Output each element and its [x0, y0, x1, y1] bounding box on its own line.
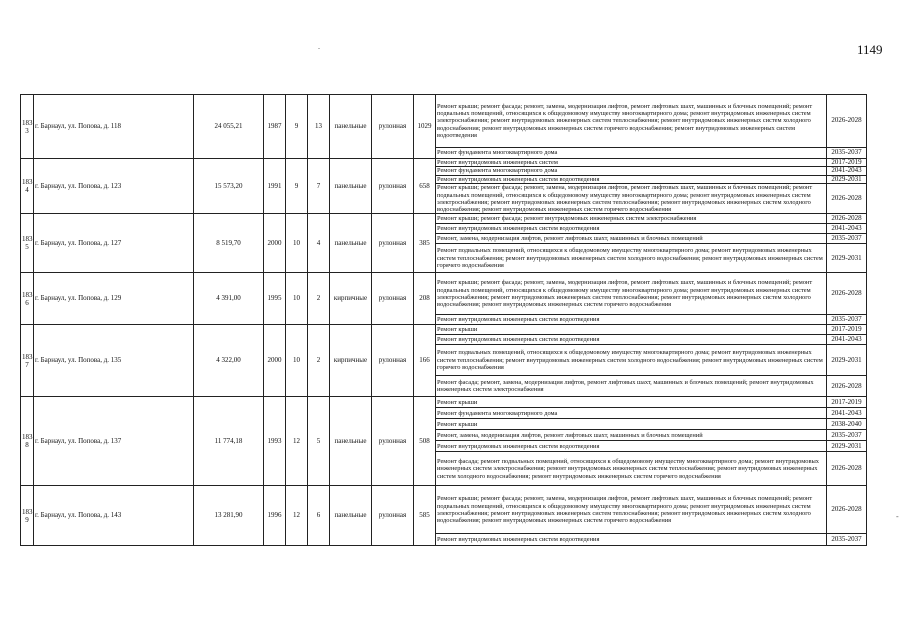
address-cell: г. Барнаул, ул. Попова, д. 123 [34, 159, 194, 214]
work-description-cell: Ремонт фасада; ремонт, замена, модернизация лифтов, ремонт лифтовых шахт, машинных и блочных помещений; ремонт внутридомовых инженерных систем электроснабжения [436, 376, 827, 397]
work-description-cell: Ремонт, замена, модернизация лифтов, ремонт лифтовых шахт, машинных и блочных помещений [436, 234, 827, 244]
year-cell: 2000 [264, 325, 286, 397]
address-cell: г. Барнаул, ул. Попова, д. 137 [34, 397, 194, 486]
roof-cell: рулонная [372, 159, 414, 214]
residents-cell: 585 [414, 486, 436, 546]
floors-cell: 9 [286, 159, 308, 214]
repair-schedule-table [20, 94, 867, 546]
work-description-cell: Ремонт внутридомовых инженерных систем водоотведения [436, 224, 827, 234]
page-number: 1149 [857, 42, 883, 57]
roof-cell: рулонная [372, 397, 414, 486]
table-row [21, 214, 867, 224]
period-cell: 2026-2028 [827, 452, 867, 486]
area-cell: 4 322,00 [194, 325, 264, 397]
floors-cell: 10 [286, 273, 308, 325]
period-cell: 2035-2037 [827, 430, 867, 441]
period-cell: 2029-2031 [827, 441, 867, 452]
walls-cell: панельные [330, 214, 372, 273]
work-description-cell: Ремонт крыши; ремонт фасада; ремонт, замена, модернизация лифтов, ремонт лифтовых шахт, машинных и блочных помещений; ремонт подвальных помещений, относящихся к общедомовому имуществу многоквартирного дома; ремонт внутридомовых инженерных систем электроснабжения; ремонт внутридомовых инженерных систем теплоснабжения; ремонт внутридомовых инженерных систем холодного водоснабжения; ремонт внутридомовых инженерных систем горячего водоснабжения [436, 486, 827, 534]
period-cell: 2026-2028 [827, 214, 867, 224]
residents-cell: 508 [414, 397, 436, 486]
area-cell: 24 055,21 [194, 95, 264, 159]
work-description-cell: Ремонт крыши; ремонт фасада; ремонт внутридомовых инженерных систем электроснабжения [436, 214, 827, 224]
work-description-cell: Ремонт фундамента многоквартирного дома [436, 408, 827, 419]
address-cell: г. Барнаул, ул. Попова, д. 127 [34, 214, 194, 273]
scan-mark: - [896, 512, 899, 521]
entrances-cell: 2 [308, 273, 330, 325]
work-description-cell: Ремонт внутридомовых инженерных систем водоотведения [436, 534, 827, 546]
work-description-cell: Ремонт фундамента многоквартирного дома [436, 148, 827, 159]
table-body [21, 95, 867, 546]
walls-cell: кирпичные [330, 273, 372, 325]
area-cell: 15 573,20 [194, 159, 264, 214]
address-cell: г. Барнаул, ул. Попова, д. 118 [34, 95, 194, 159]
entrances-cell: 4 [308, 214, 330, 273]
area-cell: 11 774,18 [194, 397, 264, 486]
work-description-cell: Ремонт подвальных помещений, относящихся к общедомовому имуществу многоквартирного дома; ремонт внутридомовых инженерных систем теплоснабжения; ремонт внутридомовых инженерных систем холодного водоснабжения; ремонт внутридомовых инженерных систем горячего водоснабжения [436, 244, 827, 273]
entrances-cell: 6 [308, 486, 330, 546]
residents-cell: 1029 [414, 95, 436, 159]
period-cell: 2017-2019 [827, 159, 867, 167]
roof-cell: рулонная [372, 214, 414, 273]
work-description-cell: Ремонт внутридомовых инженерных систем водоотведения [436, 315, 827, 325]
work-description-cell: Ремонт, замена, модернизация лифтов, ремонт лифтовых шахт, машинных и блочных помещений [436, 430, 827, 441]
walls-cell: панельные [330, 397, 372, 486]
table-row [21, 325, 867, 335]
entrances-cell: 7 [308, 159, 330, 214]
period-cell: 2041-2043 [827, 335, 867, 345]
residents-cell: 658 [414, 159, 436, 214]
work-description-cell: Ремонт крыши [436, 397, 827, 408]
roof-cell: рулонная [372, 95, 414, 159]
period-cell: 2026-2028 [827, 273, 867, 315]
period-cell: 2026-2028 [827, 486, 867, 534]
work-description-cell: Ремонт внутридомовых инженерных систем водоотведения [436, 441, 827, 452]
period-cell: 2029-2031 [827, 244, 867, 273]
year-cell: 1991 [264, 159, 286, 214]
row-index: 183 7 [21, 325, 34, 397]
row-index: 183 5 [21, 214, 34, 273]
period-cell: 2035-2037 [827, 534, 867, 546]
residents-cell: 208 [414, 273, 436, 325]
work-description-cell: Ремонт внутридомовых инженерных систем водоотведения [436, 335, 827, 345]
area-cell: 13 281,90 [194, 486, 264, 546]
year-cell: 1993 [264, 397, 286, 486]
period-cell: 2026-2028 [827, 184, 867, 214]
walls-cell: панельные [330, 95, 372, 159]
table-row [21, 159, 867, 167]
walls-cell: панельные [330, 486, 372, 546]
period-cell: 2041-2043 [827, 167, 867, 175]
roof-cell: рулонная [372, 273, 414, 325]
work-description-cell: Ремонт крыши; ремонт фасада; ремонт, замена, модернизация лифтов, ремонт лифтовых шахт, машинных и блочных помещений; ремонт подвальных помещений, относящихся к общедомовому имуществу многоквартирного дома; ремонт внутридомовых инженерных систем электроснабжения; ремонт внутридомовых инженерных систем теплоснабжения; ремонт внутридомовых инженерных систем холодного водоснабжения; ремонт внутридомовых инженерных систем горячего водоснабжения [436, 273, 827, 315]
floors-cell: 12 [286, 397, 308, 486]
period-cell: 2041-2043 [827, 408, 867, 419]
table-row [21, 95, 867, 148]
table-row [21, 397, 867, 408]
work-description-cell: Ремонт фасада; ремонт подвальных помещений, относящихся к общедомовому имуществу многоквартирного дома; ремонт внутридомовых инженерных систем электроснабжения; ремонт внутридомовых инженерных систем теплоснабжения; ремонт внутридомовых инженерных систем холодного водоснабжения; ремонт внутридомовых инженерных систем горячего водоснабжения [436, 452, 827, 486]
period-cell: 2035-2037 [827, 234, 867, 244]
roof-cell: рулонная [372, 325, 414, 397]
period-cell: 2041-2043 [827, 224, 867, 234]
work-description-cell: Ремонт подвальных помещений, относящихся к общедомовому имуществу многоквартирного дома; ремонт внутридомовых инженерных систем теплоснабжения; ремонт внутридомовых инженерных систем холодного водоснабжения; ремонт внутридомовых инженерных систем горячего водоснабжения [436, 345, 827, 376]
residents-cell: 166 [414, 325, 436, 397]
work-description-cell: Ремонт фундамента многоквартирного дома [436, 167, 827, 175]
walls-cell: панельные [330, 159, 372, 214]
year-cell: 2000 [264, 214, 286, 273]
period-cell: 2026-2028 [827, 95, 867, 148]
area-cell: 4 391,00 [194, 273, 264, 325]
entrances-cell: 5 [308, 397, 330, 486]
floors-cell: 9 [286, 95, 308, 159]
entrances-cell: 13 [308, 95, 330, 159]
year-cell: 1995 [264, 273, 286, 325]
address-cell: г. Барнаул, ул. Попова, д. 143 [34, 486, 194, 546]
period-cell: 2038-2040 [827, 419, 867, 430]
floors-cell: 12 [286, 486, 308, 546]
work-description-cell: Ремонт крыши; ремонт фасада; ремонт, замена, модернизация лифтов, ремонт лифтовых шахт, машинных и блочных помещений; ремонт подвальных помещений, относящихся к общедомовому имуществу многоквартирного дома; ремонт внутридомовых инженерных систем электроснабжения; ремонт внутридомовых инженерных систем теплоснабжения; ремонт внутридомовых инженерных систем холодного водоснабжения; ремонт внутридомовых инженерных систем горячего водоснабжения [436, 184, 827, 214]
work-description-cell: Ремонт крыши [436, 419, 827, 430]
scan-mark: . [318, 42, 320, 51]
row-index: 183 3 [21, 95, 34, 159]
table-row [21, 486, 867, 534]
entrances-cell: 2 [308, 325, 330, 397]
address-cell: г. Барнаул, ул. Попова, д. 135 [34, 325, 194, 397]
period-cell: 2029-2031 [827, 175, 867, 183]
year-cell: 1987 [264, 95, 286, 159]
residents-cell: 385 [414, 214, 436, 273]
work-description-cell: Ремонт внутридомовых инженерных систем водоотведения [436, 175, 827, 183]
row-index: 183 4 [21, 159, 34, 214]
row-index: 183 9 [21, 486, 34, 546]
period-cell: 2017-2019 [827, 397, 867, 408]
period-cell: 2035-2037 [827, 148, 867, 159]
work-description-cell: Ремонт крыши; ремонт фасада; ремонт, замена, модернизация лифтов, ремонт лифтовых шахт, машинных и блочных помещений; ремонт подвальных помещений, относящихся к общедомовому имуществу многоквартирного дома; ремонт внутридомовых инженерных систем электроснабжения; ремонт внутридомовых инженерных систем теплоснабжения; ремонт внутридомовых инженерных систем холодного водоснабжения; ремонт внутридомовых инженерных систем горячего водоснабжения; ремонт внутридомовых инженерных систем водоотведения [436, 95, 827, 148]
year-cell: 1996 [264, 486, 286, 546]
area-cell: 8 519,70 [194, 214, 264, 273]
roof-cell: рулонная [372, 486, 414, 546]
walls-cell: кирпичные [330, 325, 372, 397]
table-row [21, 273, 867, 315]
floors-cell: 10 [286, 214, 308, 273]
period-cell: 2017-2019 [827, 325, 867, 335]
period-cell: 2035-2037 [827, 315, 867, 325]
address-cell: г. Барнаул, ул. Попова, д. 129 [34, 273, 194, 325]
work-description-cell: Ремонт внутридомовых инженерных систем [436, 159, 827, 167]
work-description-cell: Ремонт крыши [436, 325, 827, 335]
row-index: 183 8 [21, 397, 34, 486]
period-cell: 2026-2028 [827, 376, 867, 397]
floors-cell: 10 [286, 325, 308, 397]
row-index: 183 6 [21, 273, 34, 325]
period-cell: 2029-2031 [827, 345, 867, 376]
